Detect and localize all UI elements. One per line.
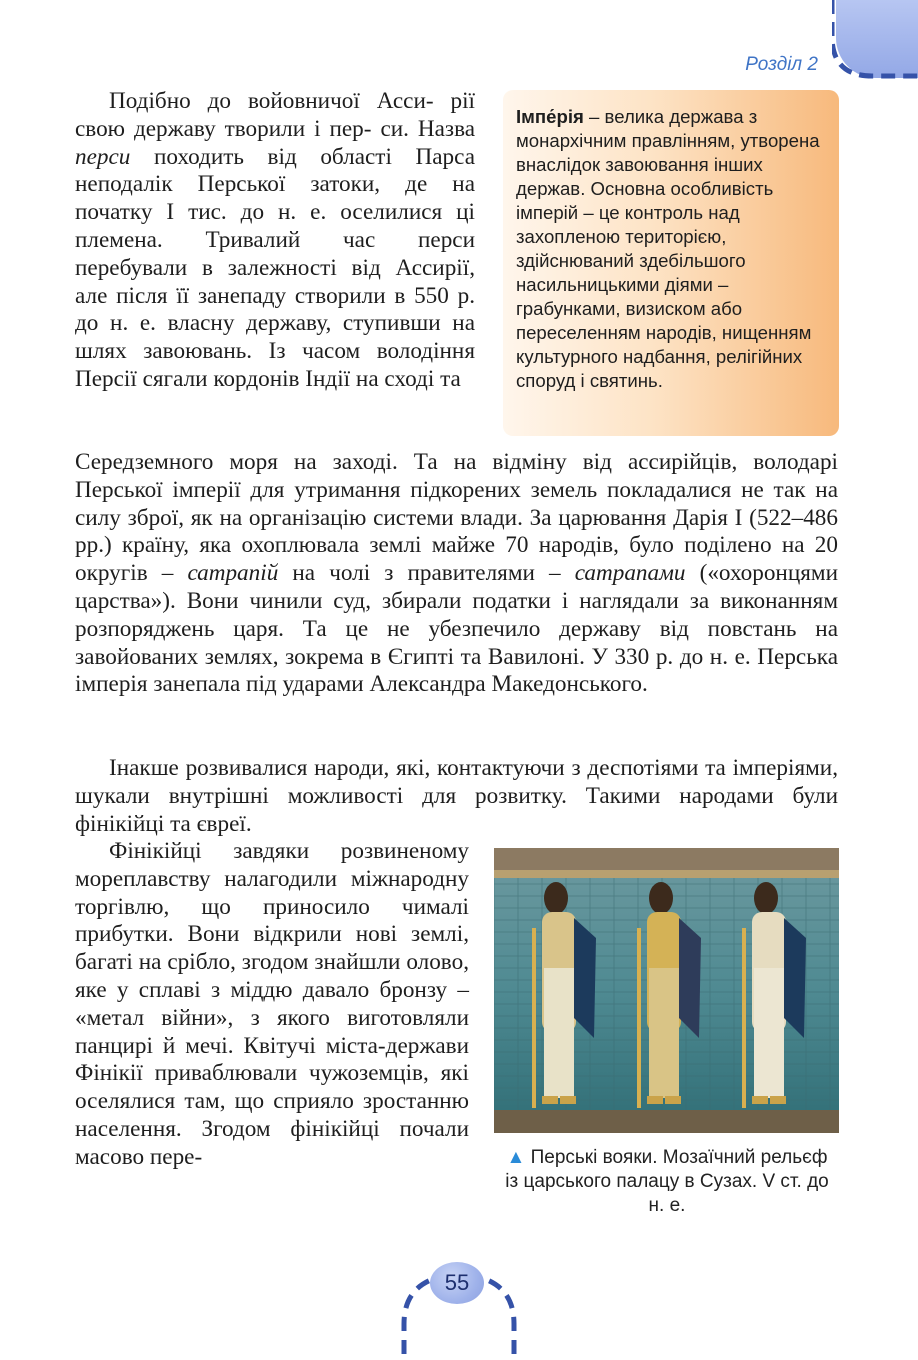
definition-body: – велика держава з монархічним правлінням, утворена внаслідок завоювання інших держав. Основна особливість імперій – це контроль над захопленою територією, здійснюваний здебільшого насильницькими діями – грабунками, визиском або переселенням народів, нищенням культурного надбання, релігійних споруд і святинь.	[516, 106, 820, 391]
definition-text	[516, 105, 834, 393]
text-segment: походить від області Парса неподалік Перської затоки, де на початку І тис. до н. е. оселилися ці племена. Тривалий час перси перебували в залежності від Ассирії, але після її занепаду створили в 550 р. до н. е. власну державу, ступивши на шлях завоювань. Із часом володіння Персії сягали кордонів Індії на сході та	[75, 143, 475, 392]
figure-caption	[500, 1146, 834, 1218]
paragraph-text: Інакше розвивалися народи, які, контактуючи з деспотіями та імперіями, шукали внутрішні можливості для розвитку. Такими народами були фінікійці та євреї.	[75, 755, 838, 837]
text-segment: («охоронцями царства»). Вони чинили суд, збирали податки і наглядали за виконанням розпоряджень царя. Та це не убезпечило державу від повстань на завойованих землях, зокрема в Єгипті та Вавилоні. У 330 р. до н. е. Перська імперія занепала під ударами Александра Македонського.	[75, 560, 839, 698]
text-segment: рії свою державу творили і пер-	[75, 88, 475, 142]
text-segment: си. Назва	[380, 115, 476, 142]
paragraph-persians-intro	[75, 88, 475, 394]
paragraph-persian-empire	[75, 449, 838, 699]
persian-warriors-mosaic-image	[494, 848, 839, 1133]
term-satrapies: сатрапій	[187, 560, 279, 587]
paragraph-other-peoples	[75, 755, 838, 838]
text-segment: Подібно до войовничої Асси-	[109, 88, 434, 114]
caption-text: Перські вояки. Мозаїчний рельєф із царського палацу в Сузах. V ст. до н. е.	[505, 1147, 829, 1216]
paragraph-phoenicians	[75, 838, 469, 1172]
page-number: 55	[430, 1262, 484, 1304]
text-segment: Середземного моря на заході. Та на відміну від ассирійців, володарі Перської імперії для утримання підкорених земель покладалися не так на силу зброї, як на організацію системи влади. За царювання Дарія І (522–486 рр.) країну, яка охоплювала землі майже 70 народів, було поділено на 20 округів –	[75, 449, 838, 587]
term-persians: перси	[75, 143, 131, 170]
triangle-marker-icon: ▲	[506, 1147, 526, 1168]
section-label: Розділ 2	[745, 54, 818, 75]
definition-term: Імпе́рія	[516, 106, 584, 127]
chapter-tab-dashed-border	[832, 0, 918, 80]
text-segment: на чолі з правителями –	[278, 560, 575, 587]
term-satraps: сатрапами	[574, 560, 686, 587]
paragraph-text: Фінікійці завдяки розвиненому мореплавству налагодили міжнародну торгівлю, що приносило чималі прибутки. Вони відкрили нові землі, багаті на срібло, згодом знайшли олово, яке у сплаві з міддю давало бронзу – «метал війни», з якого виготовляли панцирі й мечі. Квітучі міста-держави Фінікії приваблювали чужоземців, які оселялися там, що сприяло зростанню населення. Згодом фінікійці почали масово пере-	[75, 838, 469, 1170]
